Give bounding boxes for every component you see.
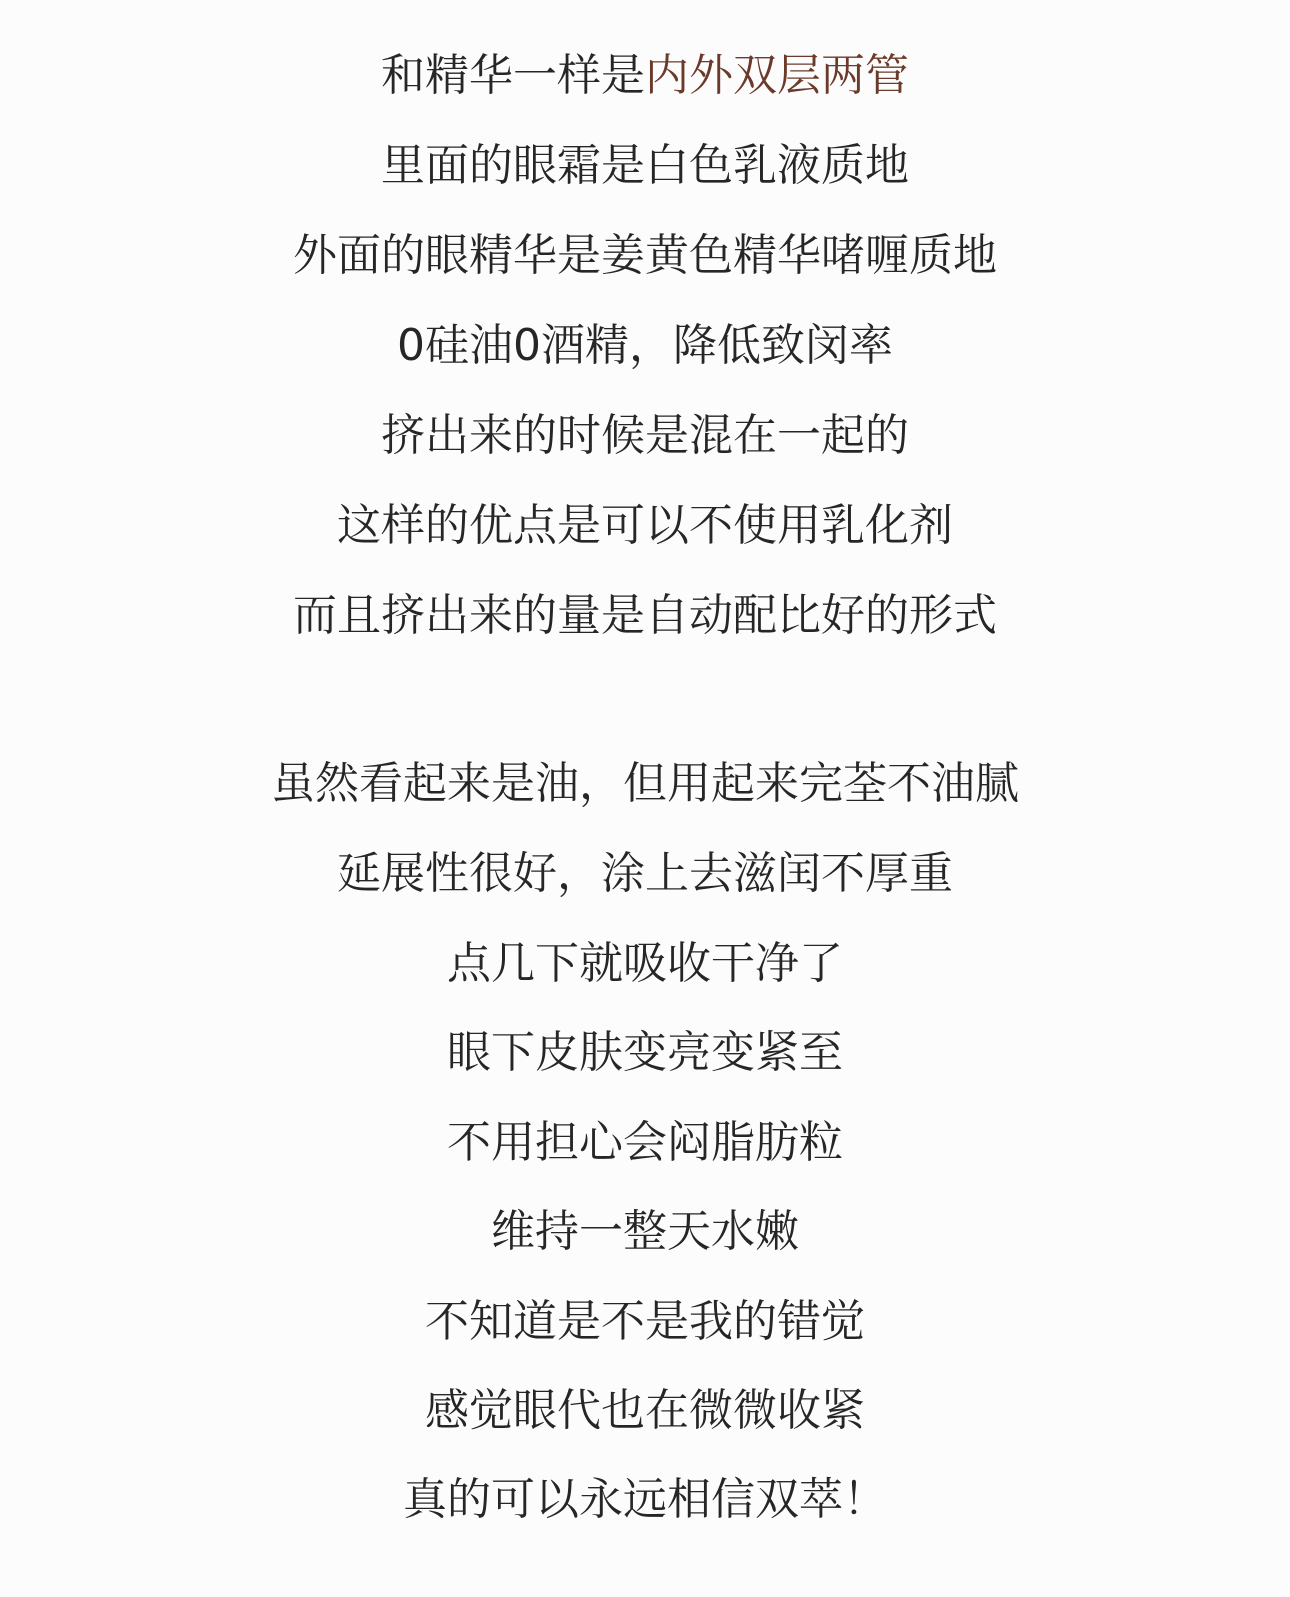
text-line-1-highlight: 内外双层两管 <box>645 50 909 101</box>
text-line-1 <box>0 48 1290 104</box>
text-line-14: 不知道是不是我的错觉 <box>425 1296 865 1347</box>
text-line-7: 而且挤出来的量是自动配比好的形式 <box>293 590 997 641</box>
text-line-3: 外面的眼精华是姜黄色精华啫喱质地 <box>293 230 997 281</box>
text-line-4: 0硅油0酒精，降低致闵率 <box>397 320 893 371</box>
text-line-5: 挤出来的时候是混在一起的 <box>381 410 909 461</box>
text-line-15: 感觉眼代也在微微收紧 <box>425 1385 865 1436</box>
text-line-12: 不用担心会闷脂肪粒 <box>447 1117 843 1168</box>
text-line-10: 点几下就吸收干净了 <box>447 938 843 989</box>
text-line-11: 眼下皮肤变亮变紧至 <box>447 1027 843 1078</box>
text-line-8: 虽然看起来是油，但用起来完荃不油腻 <box>271 758 1019 809</box>
text-line-9: 延展性很好，涂上去滋闰不厚重 <box>337 848 953 899</box>
text-line-1-plain: 和精华一样是 <box>381 50 645 101</box>
text-line-16: 真的可以永远相信双萃！ <box>403 1474 887 1525</box>
text-line-13: 维持一整天水嫩 <box>491 1206 799 1257</box>
text-line-6: 这样的优点是可以不使用乳化剂 <box>337 500 953 551</box>
text-line-2: 里面的眼霜是白色乳液质地 <box>381 140 909 191</box>
